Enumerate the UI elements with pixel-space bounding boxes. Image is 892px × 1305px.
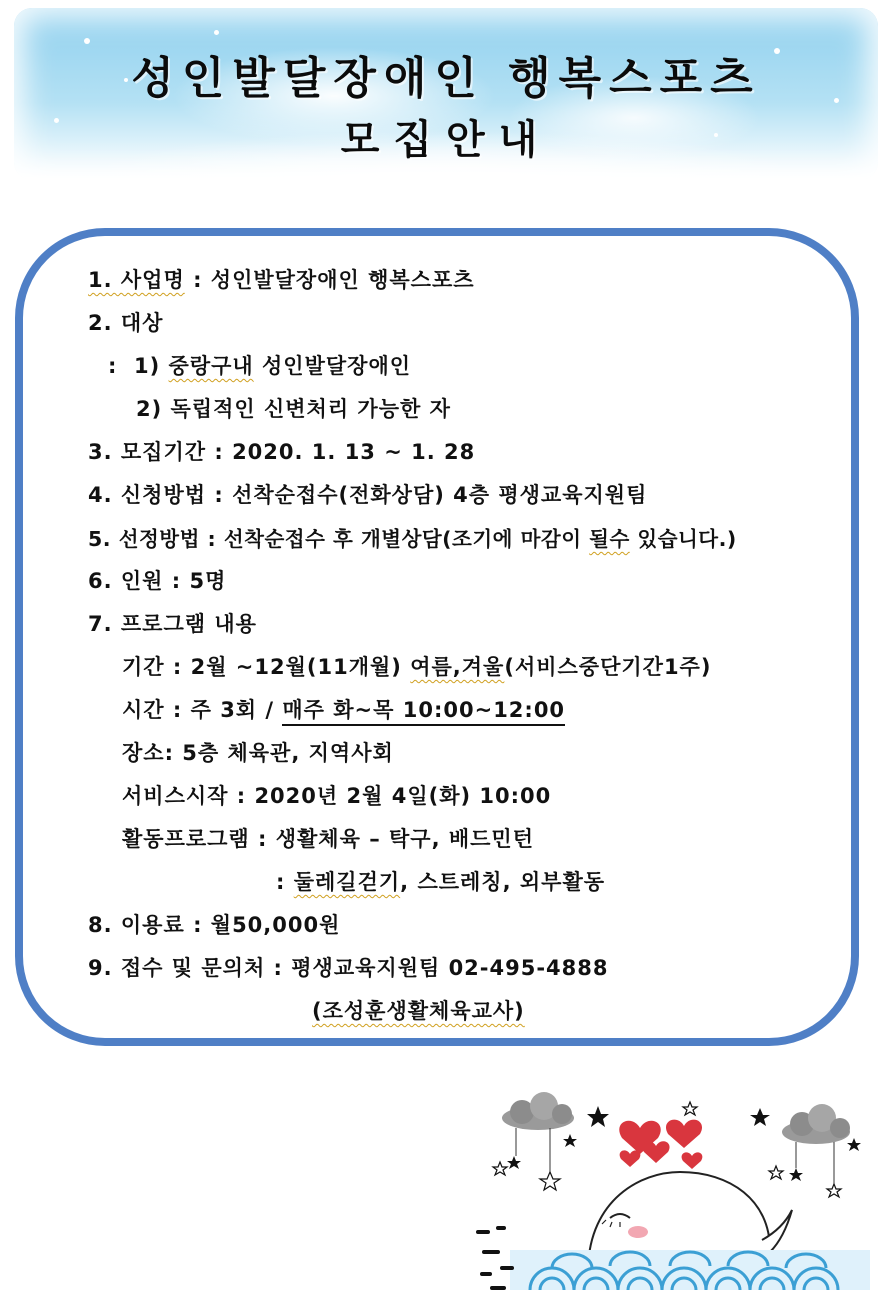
page-subtitle: 모집안내 — [340, 117, 552, 163]
item-contact: 9. 접수 및 문의처 : 평생교육지원팀 02-495-4888 — [88, 956, 609, 980]
item-value: 있습니다.) — [629, 527, 737, 551]
heart-icon — [619, 1120, 702, 1169]
item-apply-method: 4. 신청방법 : 선착순접수(전화상담) 4층 평생교육지원팀 — [88, 483, 648, 507]
item-target-sub2: 2) 독립적인 신변처리 가능한 자 — [136, 397, 451, 421]
item-value: , 스트레칭, 외부활동 — [400, 870, 606, 894]
item-highlight: 중랑구내 — [168, 354, 254, 378]
item-prefix: : 1) — [108, 354, 169, 378]
program-activity: 활동프로그램 : 생활체육 – 탁구, 배드민턴 — [122, 827, 535, 851]
item-recruit-period: 3. 모집기간 : 2020. 1. 13 ~ 1. 28 — [88, 440, 476, 464]
item-selection-method — [88, 522, 737, 552]
program-period — [122, 651, 711, 681]
header-banner — [14, 8, 878, 180]
sparkle-dot — [214, 30, 219, 35]
program-start: 서비스시작 : 2020년 2월 4일(화) 10:00 — [122, 784, 552, 808]
program-time — [122, 694, 565, 724]
item-contact-person — [312, 995, 525, 1025]
item-value: 성인발달장애인 — [253, 354, 412, 378]
item-highlight: 될수 — [589, 527, 630, 551]
item-value: : 성인발달장애인 행복스포츠 — [184, 268, 475, 292]
item-fee: 8. 이용료 : 월50,000원 — [88, 913, 341, 937]
item-program-content: 7. 프로그램 내용 — [88, 612, 257, 636]
item-value: 5. 선정방법 : 선착순접수 후 개별상담(조기에 마감이 — [88, 527, 590, 551]
item-highlight: 여름,겨울 — [410, 655, 505, 679]
item-underlined: 매주 화~목 10:00~12:00 — [282, 698, 565, 726]
program-place: 장소: 5층 체육관, 지역사회 — [122, 741, 394, 765]
item-prefix: : — [276, 870, 294, 894]
item-target-sub1 — [108, 350, 411, 380]
whale-illustration — [470, 1090, 870, 1300]
item-highlight: 둘레길걷기 — [293, 870, 401, 894]
item-value: (서비스중단기간1주) — [504, 655, 712, 679]
item-business-name — [88, 264, 475, 294]
program-activity-cont — [276, 866, 605, 896]
item-value: 시간 : 주 3회 / — [122, 698, 283, 722]
item-label: 1. 사업명 — [88, 268, 185, 292]
cloud-icon — [782, 1104, 850, 1184]
item-value: 기간 : 2월 ~12월(11개월) — [122, 655, 411, 679]
item-headcount: 6. 인원 : 5명 — [88, 569, 227, 593]
item-target: 2. 대상 — [88, 311, 164, 335]
item-highlight: (조성훈생활체육교사) — [312, 999, 525, 1023]
whale-scene — [470, 1090, 870, 1300]
page-title: 성인발달장애인 행복스포츠 — [131, 53, 761, 104]
